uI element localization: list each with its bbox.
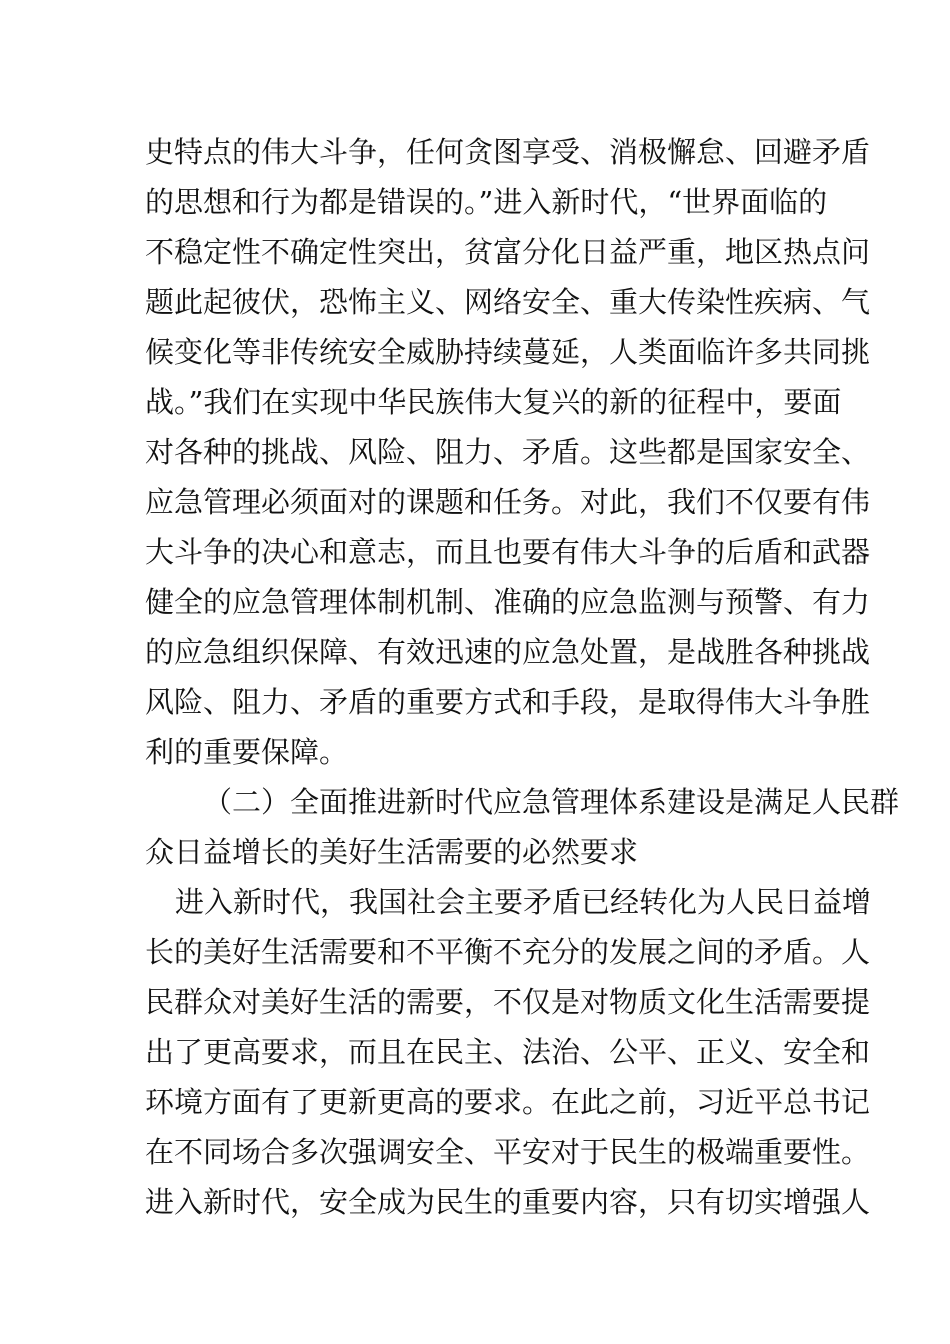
document-page [145, 127, 900, 1227]
text-line: 出了更高要求，而且在民主、法治、公平、正义、安全和 [145, 1035, 871, 1069]
text-line: 的思想和行为都是错误的。”进入新时代，“世界面临的 [145, 185, 828, 219]
text-line: 候变化等非传统安全威胁持续蔓延，人类面临许多共同挑 [145, 335, 871, 369]
text-line: 题此起彼伏，恐怖主义、网络安全、重大传染性疾病、气 [145, 285, 871, 319]
text-line: 健全的应急管理体制机制、准确的应急监测与预警、有力 [145, 585, 871, 619]
text-line: 在不同场合多次强调安全、平安对于民生的极端重要性。 [145, 1135, 871, 1169]
text-line: 进入新时代，安全成为民生的重要内容，只有切实增强人 [145, 1185, 871, 1219]
text-line: 民群众对美好生活的需要，不仅是对物质文化生活需要提 [145, 985, 871, 1019]
text-line: 进入新时代，我国社会主要矛盾已经转化为人民日益增 [175, 885, 872, 919]
text-line: 环境方面有了更新更高的要求。在此之前，习近平总书记 [145, 1085, 871, 1119]
text-line: 大斗争的决心和意志，而且也要有伟大斗争的后盾和武器 [145, 535, 871, 569]
text-line: 长的美好生活需要和不平衡不充分的发展之间的矛盾。人 [145, 935, 871, 969]
text-line: 风险、阻力、矛盾的重要方式和手段，是取得伟大斗争胜 [145, 685, 871, 719]
text-line: 的应急组织保障、有效迅速的应急处置，是战胜各种挑战 [145, 635, 871, 669]
section-heading-line: （二）全面推进新时代应急管理体系建设是满足人民群 [203, 785, 900, 819]
text-line: 众日益增长的美好生活需要的必然要求 [145, 835, 639, 869]
text-line: 对各种的挑战、风险、阻力、矛盾。这些都是国家安全、 [145, 435, 871, 469]
text-line: 应急管理必须面对的课题和任务。对此，我们不仅要有伟 [145, 485, 871, 519]
text-line: 史特点的伟大斗争，任何贪图享受、消极懈怠、回避矛盾 [145, 135, 871, 169]
text-line: 利的重要保障。 [145, 735, 349, 769]
text-line: 不稳定性不确定性突出，贫富分化日益严重，地区热点问 [145, 235, 871, 269]
text-line: 战。”我们在实现中华民族伟大复兴的新的征程中，要面 [145, 385, 842, 419]
